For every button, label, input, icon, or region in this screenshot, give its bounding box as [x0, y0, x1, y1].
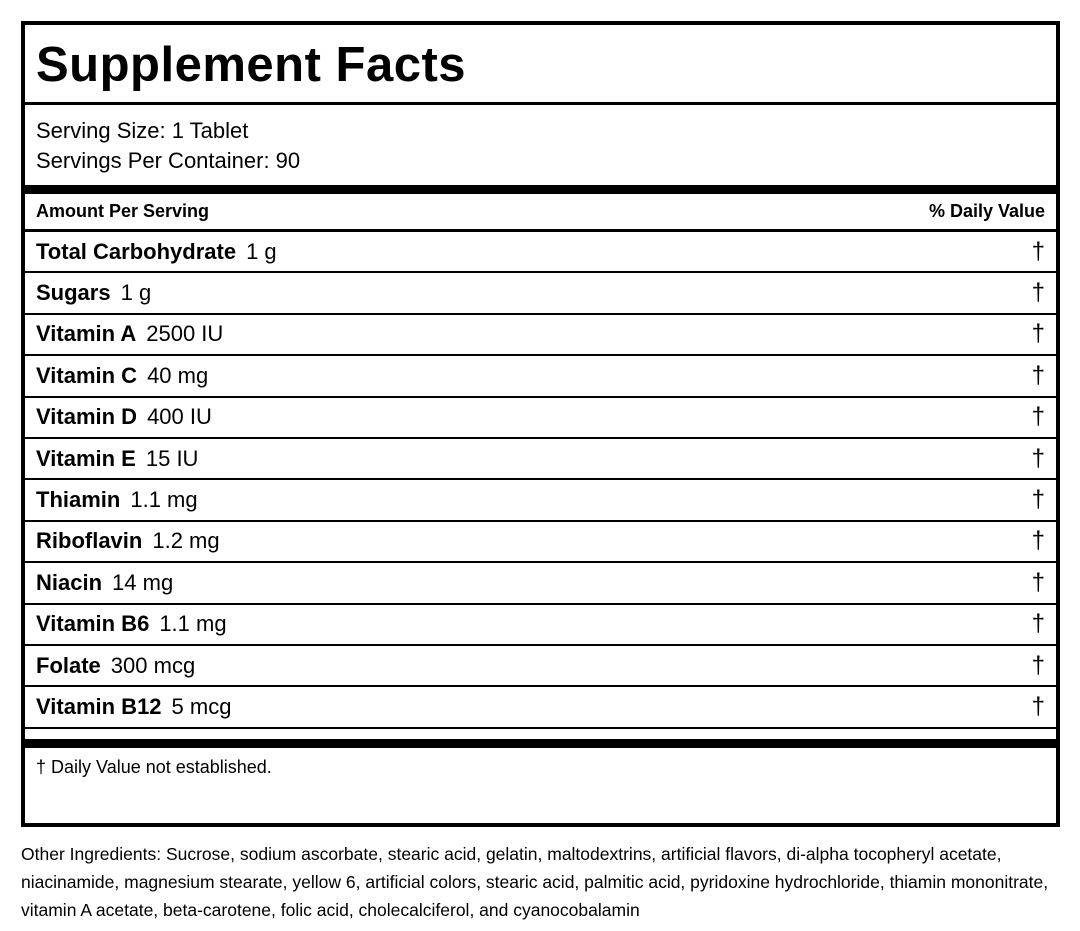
nutrient-name: Total Carbohydrate	[36, 238, 237, 264]
nutrient-row	[25, 273, 1056, 314]
daily-value-dagger: †	[1031, 279, 1045, 307]
daily-value-dagger: †	[1031, 403, 1045, 431]
title-row	[25, 25, 1056, 105]
nutrient-rows	[25, 232, 1056, 729]
nutrient-amount: 1 g	[120, 280, 152, 306]
daily-value-dagger: †	[1031, 444, 1045, 472]
nutrient-label	[36, 653, 195, 679]
nutrient-row	[25, 439, 1056, 480]
nutrient-label	[36, 280, 151, 306]
supplement-facts-panel	[21, 21, 1060, 827]
daily-value-header: % Daily Value	[928, 201, 1045, 221]
panel-title: Supplement Facts	[36, 38, 467, 92]
daily-value-dagger: †	[1031, 568, 1045, 596]
nutrient-label	[36, 611, 227, 637]
nutrient-row	[25, 646, 1056, 687]
daily-value-dagger: †	[1031, 320, 1045, 348]
serving-info	[25, 105, 1056, 185]
nutrient-name: Sugars	[36, 280, 111, 306]
nutrient-name: Vitamin C	[36, 362, 138, 388]
amount-per-serving-header: Amount Per Serving	[36, 201, 210, 221]
serving-size: Serving Size: 1 Tablet	[36, 118, 249, 143]
nutrient-row	[25, 356, 1056, 397]
nutrient-amount: 1.1 mg	[130, 487, 198, 513]
nutrient-name: Vitamin A	[36, 321, 137, 347]
daily-value-dagger: †	[1031, 237, 1045, 265]
nutrient-amount: 40 mg	[147, 362, 209, 388]
servings-per-container: Servings Per Container: 90	[36, 148, 301, 173]
nutrient-label	[36, 570, 173, 596]
nutrient-label	[36, 404, 212, 430]
nutrient-amount: 400 IU	[147, 404, 212, 430]
nutrient-label	[36, 528, 220, 554]
other-ingredients: Other Ingredients: Sucrose, sodium ascorbate, stearic acid, gelatin, maltodextrins, artificial flavors, di-alpha tocopheryl acetate, niacinamide, magnesium stearate, yellow 6, artificial colors, stearic acid, palmitic acid, pyridoxine hydrochloride, thiamin mononitrate, vitamin A acetate, beta-carotene, folic acid, cholecalciferol, and cyanocobalamin	[21, 844, 1049, 920]
daily-value-dagger: †	[1031, 486, 1045, 514]
nutrient-name: Riboflavin	[36, 528, 143, 554]
nutrient-label	[36, 321, 223, 347]
thick-divider-bottom	[25, 739, 1056, 748]
nutrient-label	[36, 694, 231, 720]
nutrient-row	[25, 315, 1056, 356]
nutrient-name: Vitamin B6	[36, 611, 150, 637]
nutrient-amount: 1.1 mg	[159, 611, 227, 637]
nutrient-row	[25, 480, 1056, 521]
nutrient-row	[25, 605, 1056, 646]
nutrient-row	[25, 232, 1056, 273]
nutrient-amount: 300 mcg	[110, 652, 196, 678]
nutrient-amount: 1 g	[246, 238, 277, 264]
nutrient-row	[25, 563, 1056, 604]
nutrient-label	[36, 487, 198, 513]
nutrient-name: Niacin	[36, 569, 103, 595]
daily-value-dagger: †	[1031, 651, 1045, 679]
nutrient-name: Vitamin B12	[36, 693, 162, 719]
nutrient-row	[25, 398, 1056, 439]
nutrient-label	[36, 446, 198, 472]
spacer	[25, 729, 1056, 739]
nutrient-name: Vitamin E	[36, 445, 136, 471]
column-header-row	[25, 194, 1056, 232]
nutrient-amount: 14 mg	[112, 569, 174, 595]
nutrient-row	[25, 687, 1056, 728]
nutrient-label	[36, 239, 277, 265]
nutrient-amount: 1.2 mg	[152, 528, 220, 554]
nutrient-name: Folate	[36, 652, 101, 678]
nutrient-name: Thiamin	[36, 487, 121, 513]
daily-value-dagger: †	[1031, 527, 1045, 555]
nutrient-name: Vitamin D	[36, 404, 138, 430]
daily-value-dagger: †	[1031, 610, 1045, 638]
daily-value-dagger: †	[1031, 361, 1045, 389]
nutrient-row	[25, 522, 1056, 563]
nutrient-amount: 5 mcg	[171, 693, 232, 719]
thick-divider	[25, 185, 1056, 194]
footnote: † Daily Value not established.	[36, 756, 272, 777]
nutrient-label	[36, 363, 208, 389]
nutrient-amount: 2500 IU	[146, 321, 224, 347]
daily-value-dagger: †	[1031, 692, 1045, 720]
nutrient-amount: 15 IU	[145, 445, 199, 471]
